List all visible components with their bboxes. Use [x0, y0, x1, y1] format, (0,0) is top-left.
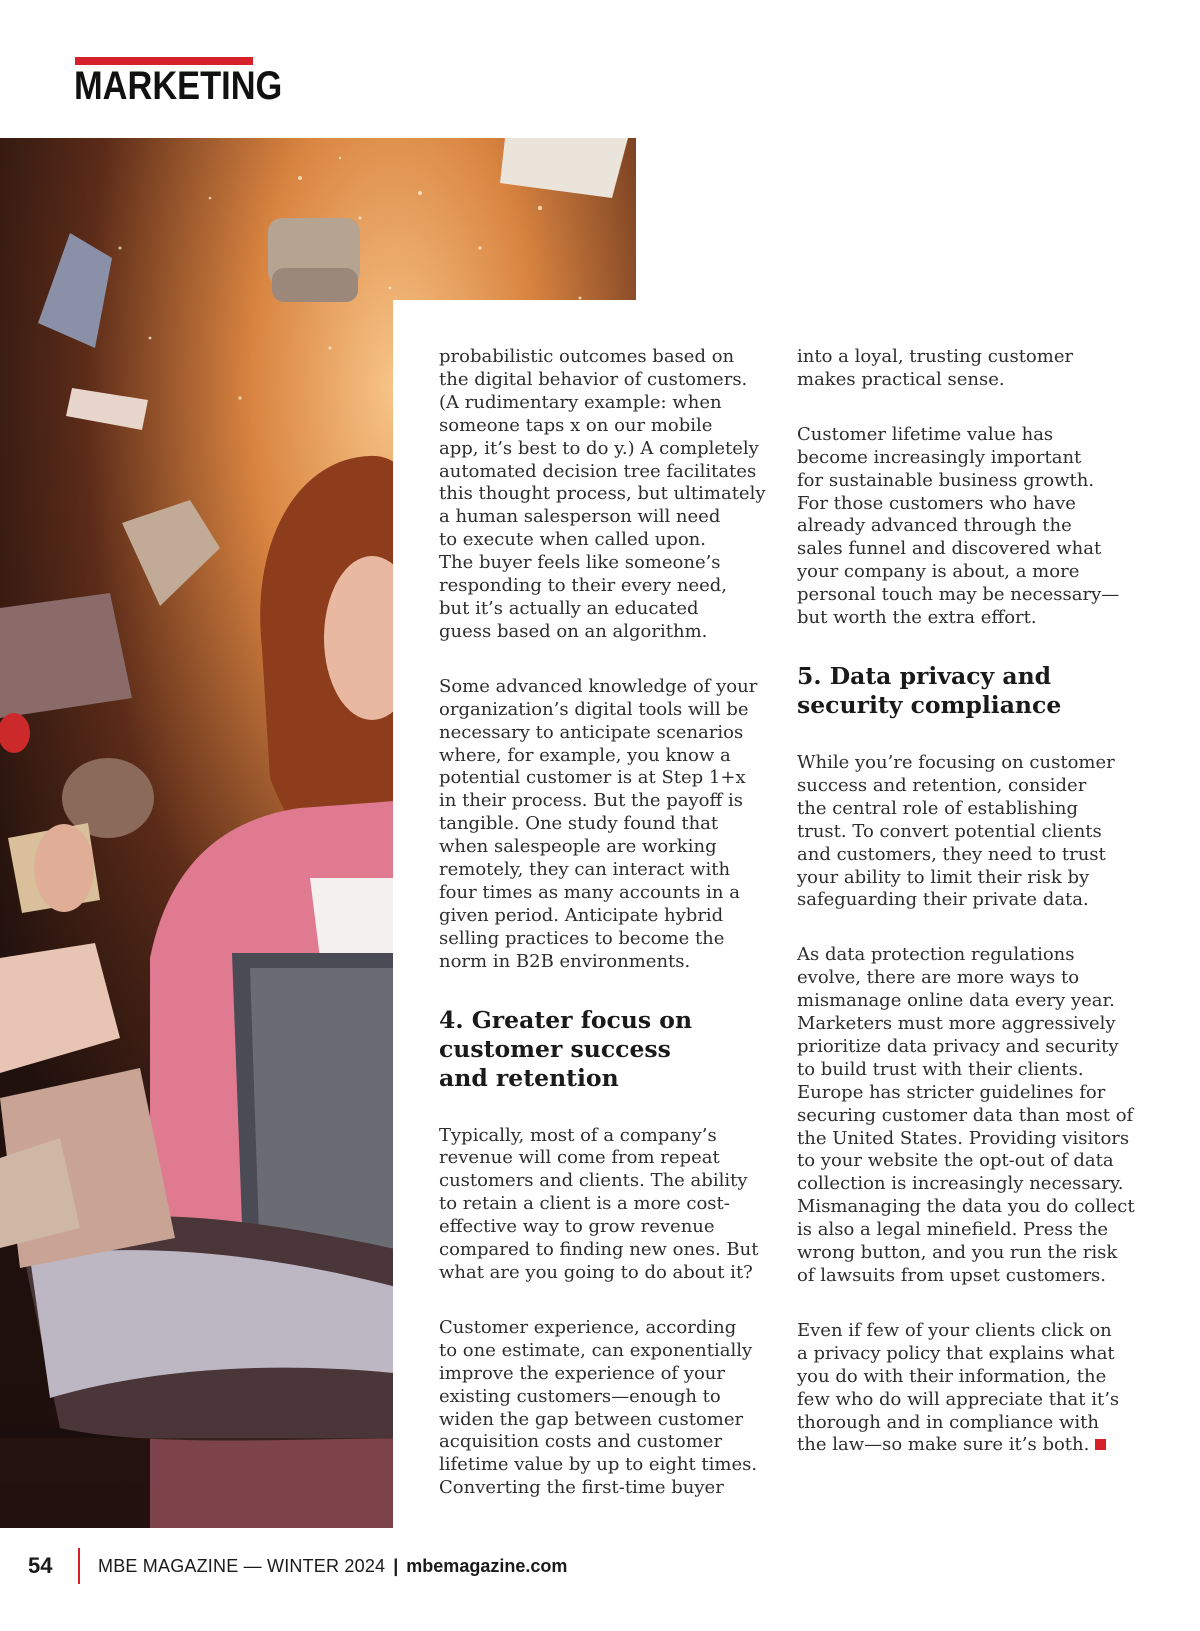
- paragraph: As data protection regulations evolve, there are more ways to mismanage online data every year. Marketers must more aggressively prioritize data privacy and security to build trust with their clients. Europe has stricter guidelines for securing customer data than most of the United States. Providing visitors to your website the opt-out of data collection is increasingly necessary. Mismanaging the data you do collect is also a legal minefield. Press the wrong button, and you run the risk of lawsuits from upset customers.: [797, 944, 1135, 1286]
- section-title: MARKETING: [74, 64, 283, 108]
- paragraph: into a loyal, trusting customer makes practical sense.: [797, 346, 1074, 390]
- article-column-left: [439, 346, 769, 1532]
- paragraph-final: [797, 1320, 1137, 1457]
- paragraph: Some advanced knowledge of your organization’s digital tools will be necessary to anticipate scenarios where, for example, you know a potential customer is at Step 1+x in their process. But the payoff is tangible. One study found that when salespeople are working remotely, they can interact with four times as many accounts in a given period. Anticipate hybrid selling practices to become the norm in B2B environments.: [439, 675, 758, 972]
- end-of-article-mark: [1095, 1439, 1106, 1450]
- paragraph: Customer lifetime value has become increasingly important for sustainable business growth. For those customers who have already advanced through the sales funnel and discovered what your company is about, a more personal touch may be necessary— but worth the extra effort.: [797, 423, 1120, 629]
- paragraph: probabilistic outcomes based on the digital behavior of customers. (A rudimentary example: when someone taps x on our mobile app, it’s best to do y.) A completely automated decision tree facilitates this thought process, but ultimately a human salesperson will need to execute when called upon. The buyer feels like someone’s responding to their every need, but it’s actually an educated guess based on an algorithm.: [439, 346, 766, 642]
- page-footer: [28, 1548, 567, 1584]
- page-number: 54: [28, 1553, 53, 1578]
- magazine-url[interactable]: mbemagazine.com: [406, 1555, 568, 1576]
- section-heading-4: 4. Greater focus on customer success and retention: [439, 1005, 693, 1092]
- section-heading-5: 5. Data privacy and security compliance: [797, 661, 1062, 719]
- paragraph-final-text: Even if few of your clients click on a privacy policy that explains what you do with their information, the few who do will appreciate that it’s thorough and in compliance with the law—so make sure it’s both.: [797, 1319, 1120, 1456]
- magazine-issue: MBE MAGAZINE — WINTER 2024: [98, 1555, 386, 1576]
- footer-divider: [78, 1548, 80, 1584]
- footer-separator: |: [393, 1555, 399, 1576]
- article-column-right: [797, 346, 1137, 1489]
- paragraph: While you’re focusing on customer success and retention, consider the central role of establishing trust. To convert potential clients and customers, they need to trust your ability to limit their risk by safeguarding their private data.: [797, 751, 1115, 911]
- paragraph: Customer experience, according to one estimate, can exponentially improve the experience of your existing customers—enough to widen the gap between customer acquisition costs and customer lifetime value by up to eight times. Converting the first-time buyer: [439, 1316, 758, 1499]
- paragraph: Typically, most of a company’s revenue will come from repeat customers and clients. The ability to retain a client is a more cost- effective way to grow revenue compared to finding new ones. But what are you going to do about it?: [439, 1124, 759, 1283]
